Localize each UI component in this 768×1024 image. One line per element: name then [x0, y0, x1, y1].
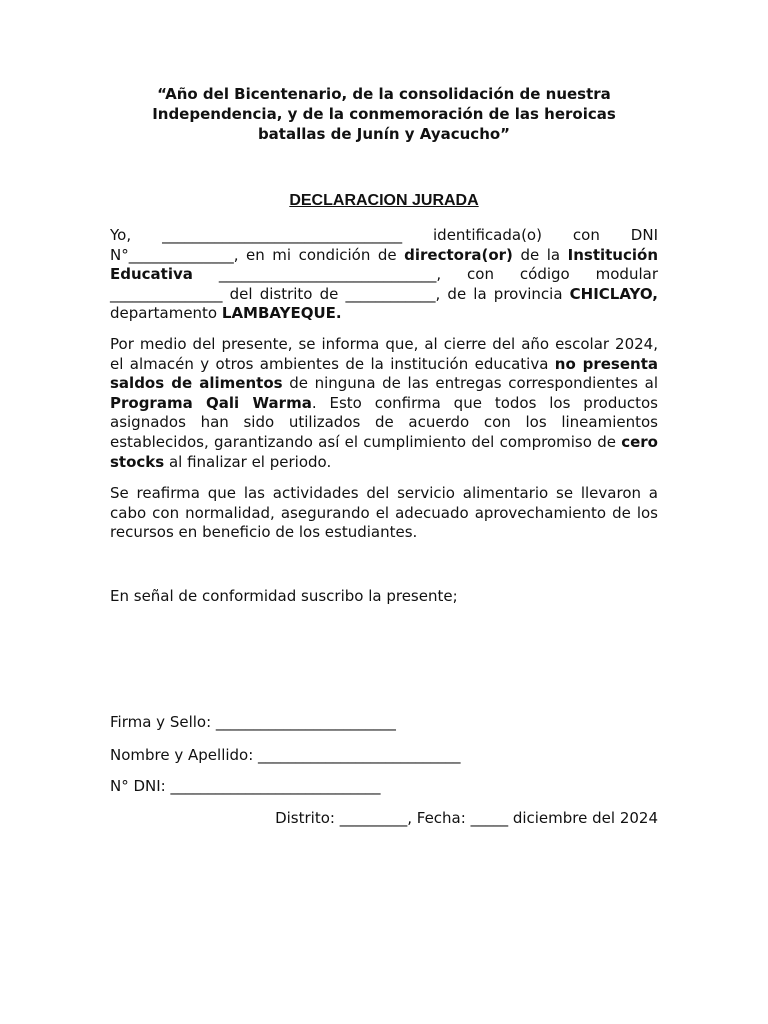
header-line-3: batallas de Junín y Ayacucho” [257, 125, 511, 143]
p2-text-3: . Esto confirma que todos los productos asignados han sido utilizados de acuerdo con los lineamientos establecidos, garantizando así el cumplimiento del compromiso de [110, 393, 658, 451]
dni-field: N° DNI: ____________________________ [110, 777, 381, 795]
p1-bold-department: LAMBAYEQUE. [221, 304, 342, 323]
full-name-field: Nombre y Apellido: ___________________________ [110, 746, 461, 764]
p1-text-4: departamento [110, 304, 222, 323]
district-date-field: Distrito: _________, Fecha: _____ diciembre del 2024 [275, 809, 658, 827]
p1-text-3: _____________________________, con código modular _______________ del distrito de ____________, de la provincia [110, 265, 658, 303]
p2-bold-zero-stock: cero stocks [110, 432, 658, 471]
p2-text-2: de ninguna de las entregas correspondientes al [282, 374, 658, 393]
year-motto-header [110, 84, 658, 144]
p1-bold-institution: Institución Educativa [110, 245, 658, 284]
header-line-1: “Año del Bicentenario, de la consolidación de nuestra [157, 85, 611, 103]
conformity-paragraph: En señal de conformidad suscribo la presente; [110, 587, 458, 605]
p2-bold-program: Programa Qali Warma [110, 393, 312, 412]
p2-text-4: al finalizar el periodo. [164, 452, 332, 471]
declarant-paragraph [110, 226, 658, 324]
p2-text-1: Por medio del presente, se informa que, al cierre del año escolar 2024, el almacén y otros ambientes de la institución educativa [110, 335, 658, 373]
p1-text-1: Yo, ________________________________ identificada(o) con DNI N°______________, en mi condición de [110, 226, 658, 264]
document-title: DECLARACION JURADA [289, 192, 479, 209]
header-line-2: Independencia, y de la conmemoración de las heroicas [152, 105, 616, 123]
p1-bold-role: directora(or) [404, 245, 513, 264]
p1-text-2: de la [512, 245, 568, 264]
statement-paragraph [110, 335, 658, 472]
reaffirm-paragraph: Se reafirma que las actividades del servicio alimentario se llevaron a cabo con normalidad, asegurando el adecuado aprovechamiento de los recursos en beneficio de los estudiantes. [110, 484, 658, 542]
p1-bold-province: CHICLAYO, [569, 284, 658, 303]
signature-seal-field: Firma y Sello: ________________________ [110, 713, 396, 731]
p2-bold-no-balance: no presenta saldos de alimentos [110, 354, 658, 393]
